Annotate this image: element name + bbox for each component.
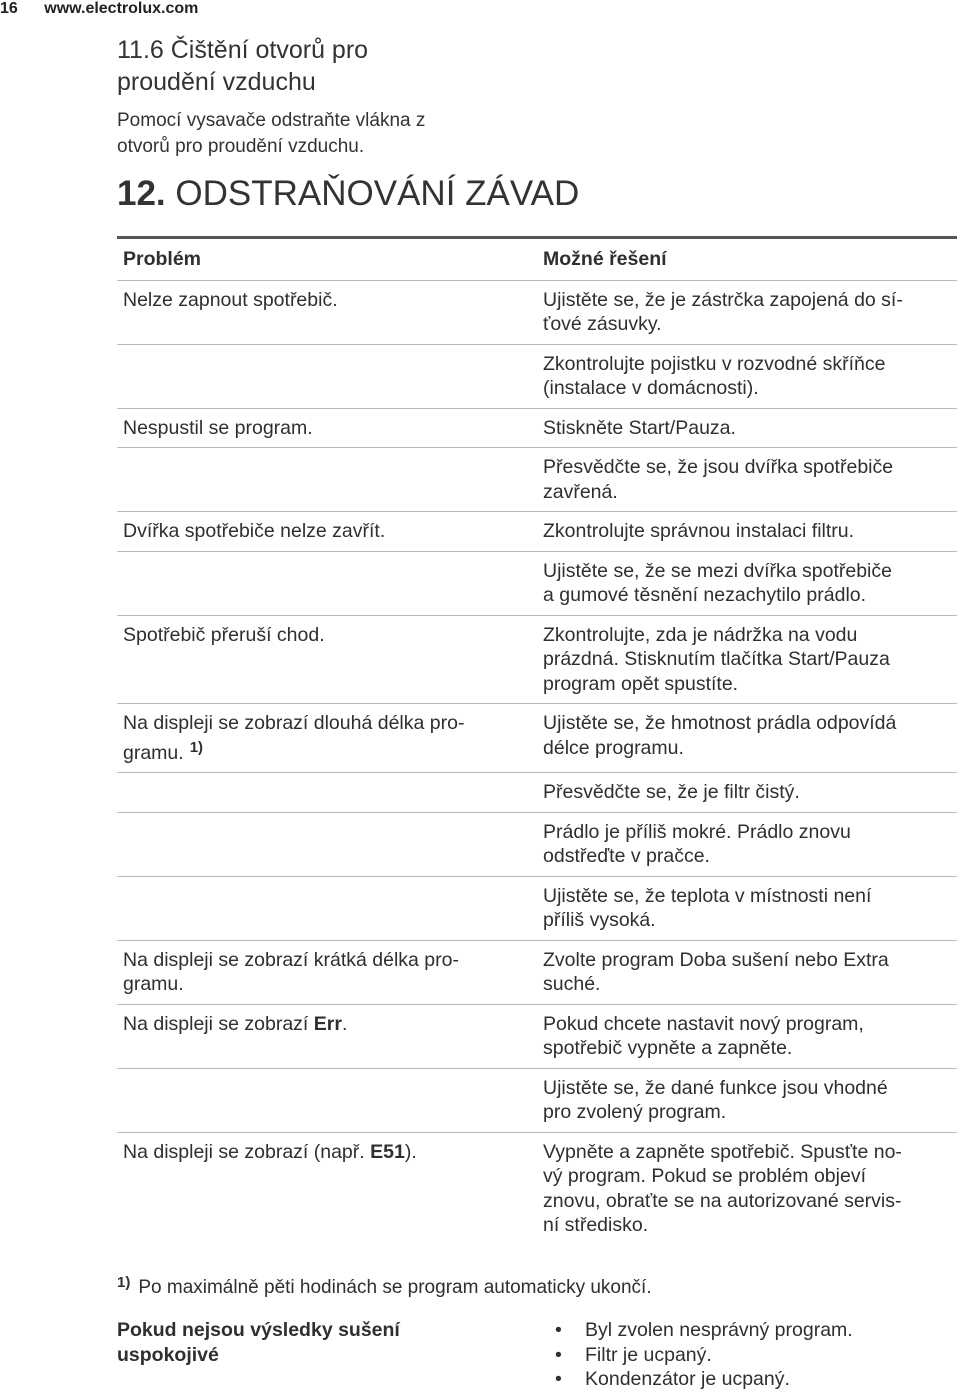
solution-text: Vypněte a zapněte spotřebič. Spusťte no-: [543, 1140, 902, 1163]
solution-text: suché.: [543, 973, 601, 995]
solution-text: Zkontrolujte pojistku v rozvodné skříňce: [543, 352, 886, 375]
problem-text: Dvířka spotřebiče nelze zavřít.: [123, 520, 386, 542]
table-row: [117, 940, 957, 1004]
solution-cell: [537, 773, 957, 813]
list-item: • Kondenzátor je ucpaný.: [555, 1367, 853, 1392]
table-row: [117, 408, 957, 448]
solution-cell: [537, 1068, 957, 1132]
table-row: [117, 448, 957, 512]
solution-text: Přesvědčte se, že jsou dvířka spotřebiče: [543, 456, 894, 478]
problem-cell: [117, 704, 537, 773]
problem-cell: [117, 615, 537, 704]
list-item: • Filtr je ucpaný.: [555, 1343, 853, 1368]
section-number: 12.: [117, 174, 166, 213]
problem-cell: [117, 408, 537, 448]
problem-cell: [117, 1004, 537, 1068]
solution-text: zavřená.: [543, 480, 618, 503]
table-row: [117, 1068, 957, 1132]
section-heading: ODSTRAŇOVÁNÍ ZÁVAD: [175, 174, 580, 213]
page-number: 16: [0, 0, 18, 17]
problem-cell: [117, 344, 537, 408]
problem-text: ).: [404, 1140, 417, 1163]
section-11-6-text: Pomocí vysavače odstraňte vlákna z otvorů pro proudění vzduchu.: [117, 110, 426, 157]
footnote-marker: 1): [117, 1274, 131, 1291]
error-code: E51: [370, 1140, 405, 1163]
table-row: [117, 551, 957, 615]
solution-text: (instalace v domácnosti).: [543, 377, 759, 399]
problem-text-part: gramu.: [123, 741, 184, 764]
solution-text: program opět spustíte.: [543, 672, 739, 695]
table-row: [117, 812, 957, 876]
solution-cell: [537, 615, 957, 704]
troubleshooting-table: [117, 236, 957, 1245]
problem-text: Spotřebič přeruší chod.: [123, 623, 325, 646]
page-header: [0, 0, 220, 18]
solution-text: Ujistěte se, že je zástrčka zapojená do sí-: [543, 288, 903, 311]
footnote: [117, 1270, 652, 1301]
problem-text: Na displeji se zobrazí (např.: [123, 1140, 371, 1163]
solution-cell: [537, 408, 957, 448]
solution-cell: [537, 940, 957, 1004]
solution-text: Ujistěte se, že hmotnost prádla odpovídá: [543, 712, 897, 734]
problem-cell: [117, 876, 537, 940]
solution-text: Prádlo je příliš mokré. Prádlo znovu: [543, 820, 851, 843]
solution-text: odstřeďte v pračce.: [543, 845, 710, 867]
problem-cell: [117, 280, 537, 344]
table-row: [117, 1004, 957, 1068]
solution-text: Ujistěte se, že se mezi dvířka spotřebiče: [543, 559, 892, 582]
solution-text: vý program. Pokud se problém objeví: [543, 1165, 866, 1187]
footnote-ref: 1): [189, 738, 204, 756]
solution-cell: [537, 448, 957, 512]
problem-heading: Pokud nejsou výsledky sušení uspokojivé: [117, 1319, 400, 1366]
problem-text: Nelze zapnout spotřebič.: [123, 288, 338, 311]
solution-cell: [537, 876, 957, 940]
table-row: [117, 704, 957, 773]
solution-text: Ujistěte se, že teplota v místnosti není: [543, 884, 872, 907]
solution-cell: [537, 704, 957, 773]
problem-cell: [117, 448, 537, 512]
solution-cell: [537, 512, 957, 552]
table-row: [117, 1132, 957, 1245]
problem-text: .: [341, 1012, 348, 1035]
solution-text: prázdná. Stisknutím tlačítka Start/Pauza: [543, 648, 890, 670]
solution-cell: [537, 812, 957, 876]
table-row: [117, 773, 957, 813]
problem-text: Na displeji se zobrazí krátká délka pro-: [123, 948, 459, 971]
problem-cell: [117, 1132, 537, 1245]
section-12-title: [117, 172, 579, 216]
table-row: [117, 280, 957, 344]
solution-text: spotřebič vypněte a zapněte.: [543, 1037, 793, 1059]
solution-cell: [537, 280, 957, 344]
problem-cell: [117, 1068, 537, 1132]
solution-text: Pokud chcete nastavit nový program,: [543, 1012, 864, 1035]
problem-cell: [117, 940, 537, 1004]
solution-text: a gumové těsnění nezachytilo prádlo.: [543, 584, 867, 606]
solution-cell: [537, 344, 957, 408]
table-row: [117, 876, 957, 940]
solution-cell: [537, 1132, 957, 1245]
cause-list: [555, 1318, 853, 1392]
solution-text: Ujistěte se, že dané funkce jsou vhodné: [543, 1076, 888, 1099]
problem-cell: [117, 812, 537, 876]
problem-text: Na displeji se zobrazí: [123, 1012, 314, 1035]
solution-text: Zkontrolujte, zda je nádržka na vodu: [543, 623, 858, 646]
table-body: [117, 280, 957, 1245]
problem-cell: [117, 512, 537, 552]
column-header-problem: Problém: [123, 248, 202, 270]
list-item: • Byl zvolen nesprávný program.: [555, 1318, 853, 1343]
solution-text: znovu, obraťte se na autorizované servis-: [543, 1189, 902, 1212]
error-code: Err: [313, 1012, 342, 1035]
site-url[interactable]: www.electrolux.com: [44, 0, 199, 17]
solution-text: příliš vysoká.: [543, 909, 656, 931]
table-row: [117, 512, 957, 552]
solution-cell: [537, 551, 957, 615]
table-row: [117, 344, 957, 408]
solution-text: Stiskněte Start/Pauza.: [543, 416, 736, 439]
problem-text: [123, 972, 531, 997]
problem-text: [123, 736, 531, 766]
solution-text: ní středisko.: [543, 1214, 649, 1236]
problem-cell: [117, 551, 537, 615]
column-header-solution: Možné řešení: [543, 248, 667, 270]
solution-text: Přesvědčte se, že je filtr čistý.: [543, 781, 800, 803]
problem-text: Na displeji se zobrazí dlouhá délka pro-: [123, 712, 465, 734]
solution-cell: [537, 1004, 957, 1068]
footnote-text: Po maximálně pěti hodinách se program automaticky ukončí.: [138, 1277, 652, 1298]
problem-text: Nespustil se program.: [123, 416, 313, 439]
section-11-6-title: 11.6 Čištění otvorů pro proudění vzduchu: [117, 36, 369, 96]
problem-text-part: gramu.: [123, 973, 184, 995]
solution-text: Zkontrolujte správnou instalaci filtru.: [543, 520, 855, 542]
problem-cell: [117, 773, 537, 813]
table-row: [117, 615, 957, 704]
solution-text: Zvolte program Doba sušení nebo Extra: [543, 948, 889, 971]
table-header-row: [117, 238, 957, 281]
solution-text: pro zvolený program.: [543, 1101, 727, 1123]
solution-text: délce programu.: [543, 736, 684, 759]
solution-text: ťové zásuvky.: [543, 313, 662, 335]
